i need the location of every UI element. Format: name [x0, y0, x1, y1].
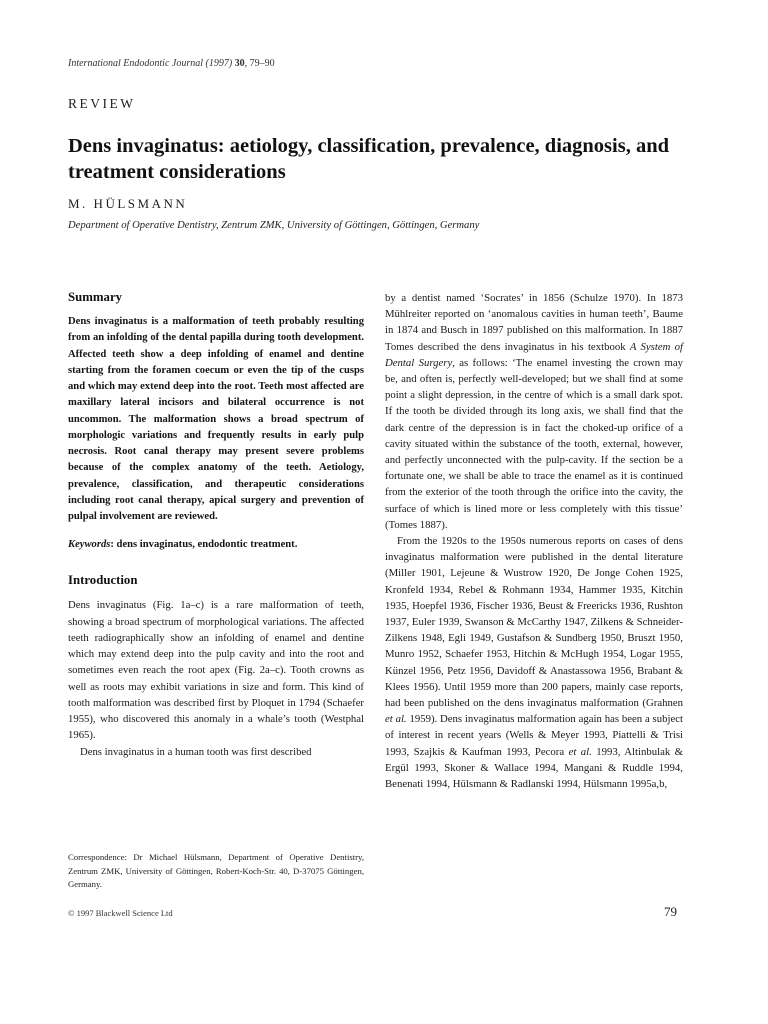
- journal-volume: 30: [234, 58, 245, 69]
- right-column: [385, 290, 683, 792]
- keywords: [68, 537, 364, 553]
- journal-citation: [68, 58, 275, 69]
- journal-year: (1997): [205, 58, 233, 69]
- right-paragraph-1: [385, 290, 683, 533]
- book-title: A System of Dental Surgery: [385, 340, 684, 369]
- right-p2-text-a: From the 1920s to the 1950s numerous reports on cases of dens invaginatus malformation were published in the dental literature (Miller 1901, Lejeune & Wustrow 1920, De Jonge Cohen 1925, Kronfeld 1934, Rebel & Rohmann 1934, Hammer 1935, Kitchin 1935, Hoepfel 1936, Fischer 1936, Beust & Freericks 1936, Rushton 1937, Euler 1939, Swanson & McCarthy 1947, Zilkens & Schneider-Zilkens 1948, Egli 1949, Gustafson & Sundberg 1950, Bruszt 1950, Munro 1952, Schaefer 1953, Hitchin & McHugh 1954, Logar 1955, Künzel 1956, Petz 1956, Davidoff & Anastassowa 1956, Brabant & Klees 1956). Until 1959 more than 200 papers, mainly case reports, had been published on the dens invaginatus malformation (Grahnen: [385, 535, 683, 710]
- keywords-text: : dens invaginatus, endodontic treatment.: [110, 539, 298, 551]
- right-p1-text-a: by a dentist named ‘Socrates’ in 1856 (Schulze 1970). In 1873 Mühlreiter reported on ‘anomalous cavities in human teeth’, Baume in 1874 and Busch in 1897 published on this malformation. In 1887 Tomes described the dens invaginatus in his textbook: [385, 292, 683, 353]
- right-p2-text-c: 1993, Altinbulak & Ergül 1993, Skoner & Wallace 1994, Mangani & Ruddle 1994, Benenati 1994, Hülsmann & Radlanski 1994, Hülsmann 1995a,b,: [385, 745, 683, 791]
- article-title: Dens invaginatus: aetiology, classification, prevalence, diagnosis, and treatment considerations: [68, 135, 670, 183]
- copyright-notice: © 1997 Blackwell Science Ltd: [68, 908, 173, 918]
- author-name: M. HÜLSMANN: [68, 196, 188, 211]
- journal-name: International Endodontic Journal: [68, 58, 203, 69]
- section-label: REVIEW: [68, 96, 136, 111]
- correspondence-note: Correspondence: Dr Michael Hülsmann, Department of Operative Dentistry, Zentrum ZMK, University of Göttingen, Robert-Koch-Str. 40, D-37075 Göttingen, Germany.: [68, 852, 364, 889]
- keywords-label: Keywords: [68, 539, 111, 551]
- author-affiliation: Department of Operative Dentistry, Zentrum ZMK, University of Göttingen, Göttingen, Germany: [68, 220, 480, 231]
- summary-heading: Summary: [68, 290, 123, 304]
- summary-body: Dens invaginatus is a malformation of teeth probably resulting from an infolding of the dental papilla during tooth development. Affected teeth show a deep infolding of enamel and dentine starting from the foramen coecum or even the tip of the cusps and which may extend deep into the root. Teeth most affected are maxillary lateral incisors and bilateral occurrence is not uncommon. The malformation shows a broad spectrum of morphologic variations and frequently results in early pulp necrosis. Root canal therapy may present severe problems because of the complex anatomy of the teeth. Aetiology, prevalence, classification, and therapeutic considerations including root canal therapy, apical surgery and prevention of pulpal involvement are reviewed.: [68, 316, 364, 522]
- introduction-paragraph-1: Dens invaginatus (Fig. 1a–c) is a rare malformation of teeth, showing a broad spectrum of morphological variations. The affected teeth radiographically show an infolding of enamel and dentine which may extend deep into the pulp cavity and into the root and sometimes even reach the root apex (Fig. 2a–c). Tooth crowns as well as roots may exhibit variations in size and form. This kind of tooth malformation was described first by Ploquet in 1794 (Schaefer 1955), who discovered this anomaly in a whale’s tooth (Westphal 1965).: [68, 599, 364, 742]
- page-number: 79: [664, 904, 677, 919]
- right-p2-text-b: 1959). Dens invaginatus malformation again has been a subject of interest in recent years (Wells & Meyer 1993, Piattelli & Trisi 1993, Szajkis & Kaufman 1993, Pecora: [385, 713, 683, 758]
- introduction-heading: Introduction: [68, 573, 138, 588]
- introduction-paragraph-2: Dens invaginatus in a human tooth was first described: [80, 745, 312, 758]
- journal-pages: , 79–90: [244, 58, 275, 69]
- left-column: [68, 290, 364, 760]
- et-al-1: et al.: [385, 713, 407, 726]
- right-paragraph-2: [385, 533, 683, 792]
- et-al-2: et al.: [568, 745, 592, 758]
- right-p1-text-b: , as follows: ‘The enamel investing the crown may be, and often is, perfectly well-developed; but we shall find at some point a slight depression, in the centre of which is a small dark spot. If the tooth be divided through its long axis, we shall find that the dark centre of the depression is in fact the choked-up orifice of a cavity situated within the substance of the tooth, external, however, and perfectly unconnected with the pulp-cavity. If the section be a fortunate one, we shall be able to trace the enamel as it is continued from the exterior of the tooth through the orifice into the cavity, the surface of which is lined more or less completely with this tissue’ (Tomes 1887).: [385, 356, 683, 531]
